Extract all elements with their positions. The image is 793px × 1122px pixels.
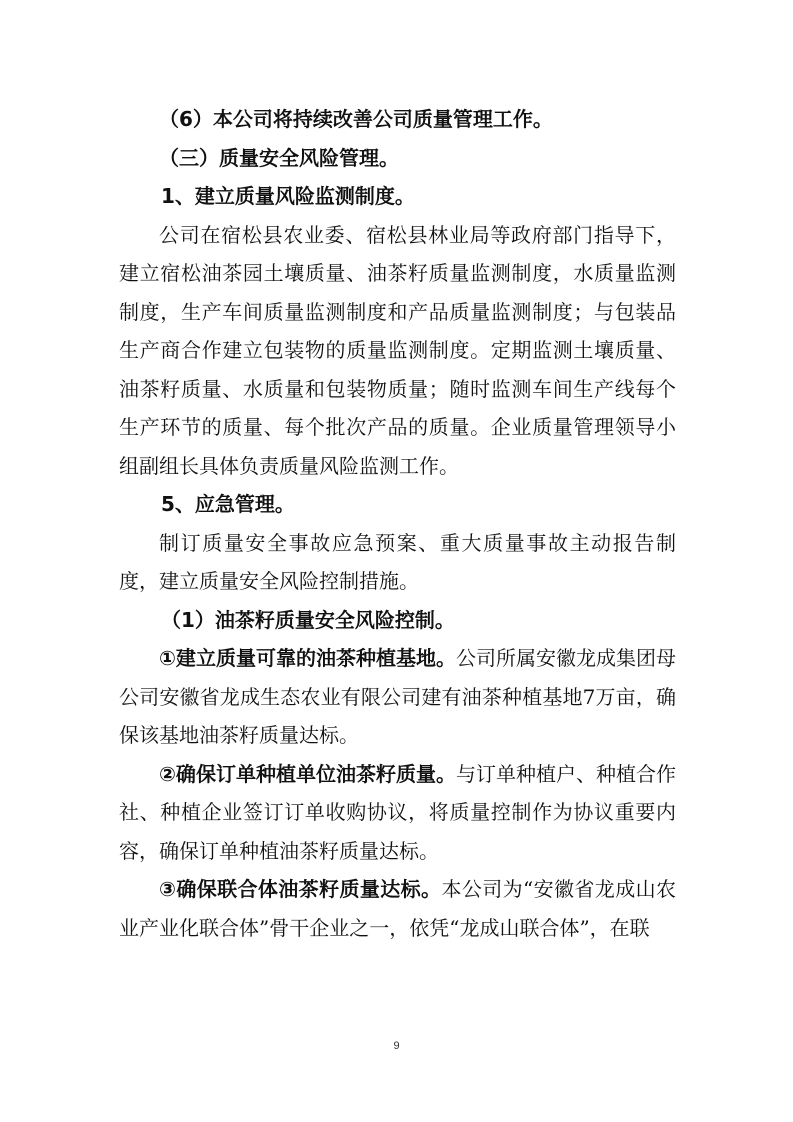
heading-6-improve-quality: （6）本公司将持续改善公司质量管理工作。: [159, 107, 553, 131]
heading-5-emergency: 5、应急管理。: [161, 492, 295, 516]
page-content: [119, 100, 676, 947]
paragraph-risk-monitoring: 公司在宿松县农业委、宿松县林业局等政府部门指导下，建立宿松油茶园土壤质量、油茶籽质量监测制度，水质量监测制度，生产车间质量监测制度和产品质量监测制度；与包装品生产商合作建立包装物的质量监测制度。定期监测土壤质量、油茶籽质量、水质量和包装物质量；随时监测车间生产线每个生产环节的质量、每个批次产品的质量。企业质量管理领导小组副组长具体负责质量风险监测工作。: [119, 222, 676, 478]
item-2-text: 与订单种植户、种植合作社、种植企业签订订单收购协议，将质量控制作为协议重要内容，确保订单种植油茶籽质量达标。: [119, 761, 677, 863]
heading-1-oil-seed-control: （1）油茶籽质量安全风险控制。: [161, 607, 455, 632]
page-number: 9: [393, 1040, 400, 1052]
paragraph-item-1: [119, 639, 676, 755]
item-1-lead: ①建立质量可靠的油茶种植基地。: [159, 646, 456, 670]
item-3-lead: ③确保联合体油茶籽质量达标。: [159, 877, 442, 901]
item-2-lead: ②确保订单种植单位油茶籽质量。: [159, 761, 456, 786]
heading-section-3-quality-risk: （三）质量安全风险管理。: [159, 145, 399, 170]
item-3-text: 本公司为“安徽省龙成山农业产业化联合体”骨干企业之一，依凭“龙成山联合体”，在联: [119, 877, 676, 940]
item-1-text: 公司所属安徽龙成集团母公司安徽省龙成生态农业有限公司建有油茶种植基地7万亩，确保该基地油茶籽质量达标。: [119, 646, 677, 747]
paragraph-emergency: 制订质量安全事故应急预案、重大质量事故主动报告制度，建立质量安全风险控制措施。: [119, 530, 676, 593]
paragraph-item-2: [119, 755, 676, 871]
paragraph-item-3: [119, 870, 676, 947]
heading-1-risk-monitoring: 1、建立质量风险监测制度。: [161, 184, 415, 208]
